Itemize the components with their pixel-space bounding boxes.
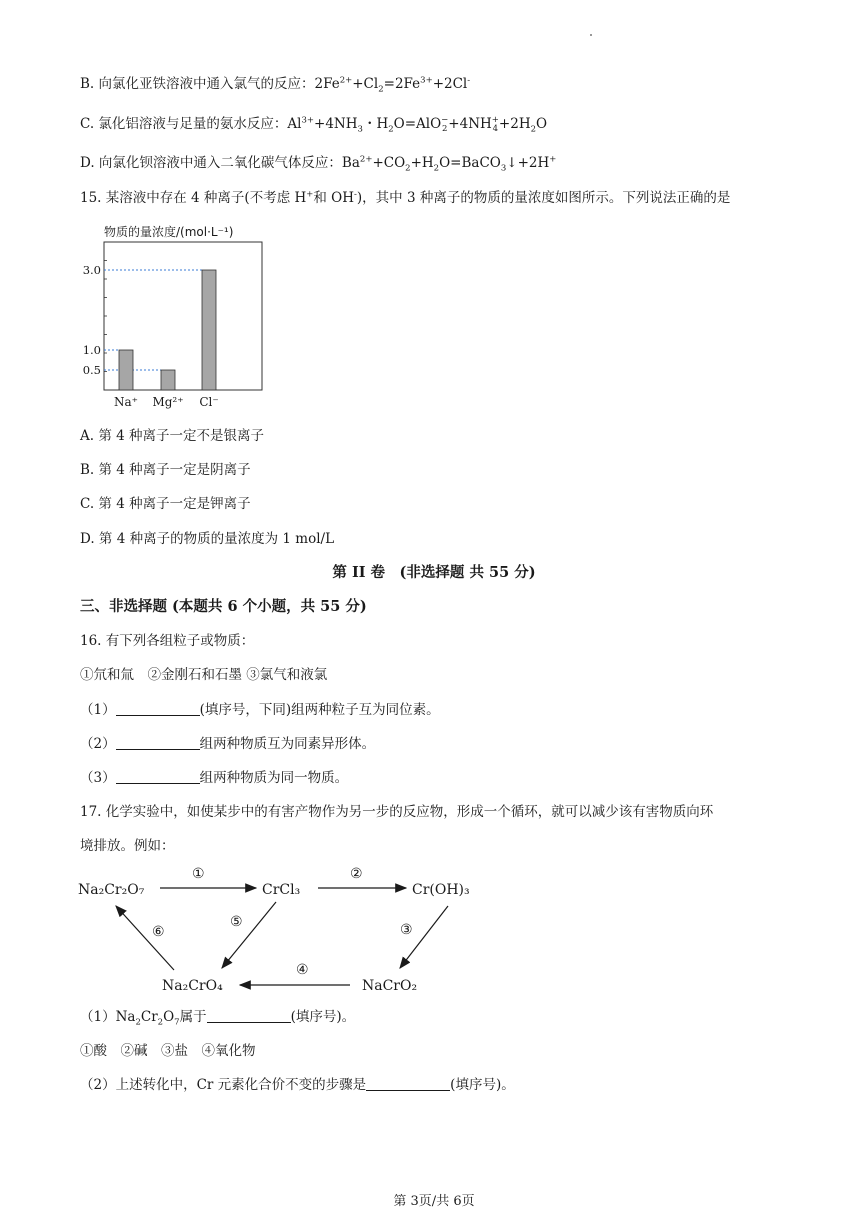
step-label-1: ① (192, 866, 205, 882)
q14-option-b: B. 向氯化亚铁溶液中通入氯气的反应：$2Fe^{2+}+Cl_2=2Fe^{3+}+2Cl^-$ (80, 75, 471, 95)
step-label-6: ⑥ (152, 924, 165, 940)
q17-stem-line2: 境排放。例如： (80, 838, 175, 854)
chart-ylabel: 物质的量浓度/(mol·L⁻¹) (104, 225, 234, 239)
y-tick-label: 3.0 (82, 263, 101, 277)
node-crcl3: CrCl₃ (262, 882, 301, 898)
q16-part-2: （2） 组两种物质互为同素异形体。 (80, 736, 376, 752)
q16-items: ①氘和氚 ②金刚石和石墨 ③氯气和液氯 (80, 667, 328, 683)
ammonium-charge: + 4 (491, 114, 499, 134)
q15-option-b: B. 第 4 种离子一定是阴离子 (80, 462, 251, 478)
step-label-5: ⑤ (230, 914, 243, 930)
step-label-2: ② (350, 866, 363, 882)
step-label-4: ④ (296, 962, 309, 978)
bar (161, 370, 175, 390)
answer-blank[interactable] (207, 1008, 291, 1023)
q15-option-d: D. 第 4 种离子的物质的量浓度为 1 mol/L (80, 531, 335, 547)
q17-part-1: $(1)Na_2Cr_2O_7$属于 (填序号)。 (80, 1009, 356, 1028)
answer-blank[interactable] (116, 701, 200, 716)
section-heading: 三、非选择题 (本题共 6 个小题，共 55 分) (80, 598, 367, 615)
q16-part-1: （1） (填序号，下同)组两种粒子互为同位素。 (80, 702, 440, 718)
q15-option-a: A. 第 4 种离子一定不是银离子 (80, 428, 265, 444)
concentration-bar-chart (78, 222, 278, 418)
node-na2cr2o7: Na₂Cr₂O₇ (78, 882, 145, 898)
q14-option-d: D. 向氯化钡溶液中通入二氧化碳气体反应：$Ba^{2+}+CO_2+H_2O=BaCO_3↓+2H^+$ (80, 154, 557, 174)
x-tick-label: Mg²⁺ (152, 395, 184, 409)
node-nacro2: NaCrO₂ (362, 978, 418, 994)
q17-part-2: （2）上述转化中，Cr 元素化合价不变的步骤是 (填序号)。 (80, 1077, 515, 1093)
bar (119, 350, 133, 390)
x-tick-label: Cl⁻ (199, 395, 219, 409)
q17-stem-line1: 17. 化学实验中，如使某步中的有害产物作为另一步的反应物，形成一个循环，就可以减少该有害物质向环 (80, 804, 714, 820)
node-croh3: Cr(OH)₃ (412, 882, 470, 898)
arrow-step-6 (116, 906, 174, 970)
q15-stem: 15. 某溶液中存在 4 种离子(不考虑 H+和 OH-)，其中 3 种离子的物质的量浓度如图所示。下列说法正确的是 (80, 189, 731, 206)
aluminate-charge: − 2 (441, 114, 449, 134)
answer-blank[interactable] (116, 735, 200, 750)
arrow-step-5 (222, 902, 276, 968)
y-tick-label: 0.5 (82, 363, 101, 377)
q17-part-1-options: ①酸 ②碱 ③盐 ④氧化物 (80, 1043, 256, 1059)
scan-dot (590, 34, 592, 36)
q16-stem: 16. 有下列各组粒子或物质： (80, 633, 255, 649)
bar (202, 270, 216, 390)
page-footer: 第 3页/共 6页 (393, 1194, 475, 1209)
chromium-cycle-scheme (70, 858, 490, 1000)
y-tick-label: 1.0 (82, 343, 101, 357)
node-na2cro4: Na₂CrO₄ (162, 978, 223, 994)
q14-option-c: C. 氯化铝溶液与足量的氨水反应：$Al^{3+}+4NH_3$・$H_2O=AlO-$ 2+4NH+ $4+2H_2O$ (80, 114, 548, 135)
q15-option-c: C. 第 4 种离子一定是钾离子 (80, 496, 251, 512)
section-title: 第 II 卷 (非选择题 共 55 分) (332, 564, 536, 581)
x-tick-label: Na⁺ (114, 395, 138, 409)
answer-blank[interactable] (116, 769, 200, 784)
step-label-3: ③ (400, 922, 413, 938)
answer-blank[interactable] (366, 1076, 450, 1091)
q16-part-3: （3） 组两种物质为同一物质。 (80, 770, 349, 786)
